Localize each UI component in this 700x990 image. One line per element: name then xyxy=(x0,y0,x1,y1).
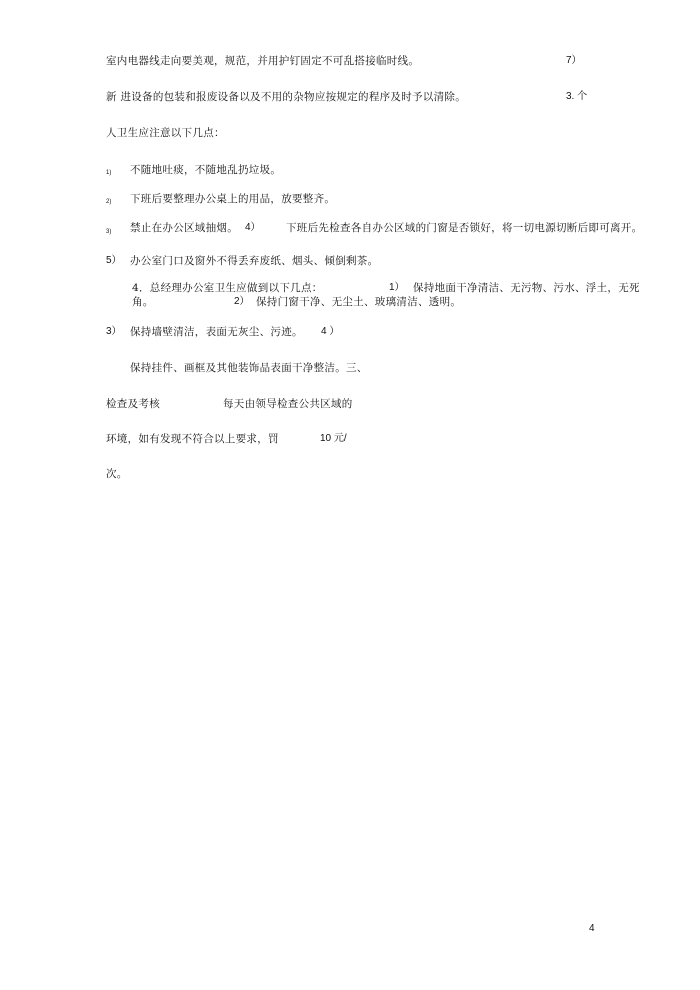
paragraph-line: 新 进设备的包装和报废设备以及不用的杂物应按规定的程序及时予以清除。 xyxy=(106,91,467,103)
paragraph-line: 环境，如有发现不符合以上要求，罚 xyxy=(106,433,279,445)
list-number: 3) xyxy=(106,229,112,235)
page-number: 4 xyxy=(589,923,595,934)
list-number: 1) xyxy=(106,170,112,176)
list-number: 1） xyxy=(389,282,405,293)
list-item: 保持门窗干净、无尘土、玻璃清洁、透明。 xyxy=(256,296,462,308)
list-number: 7） xyxy=(566,55,582,66)
list-item: 不随地吐痰，不随地乱扔垃圾。 xyxy=(130,164,282,176)
list-number: 4 ） xyxy=(321,326,340,337)
list-number: 4） xyxy=(245,222,261,233)
list-item: 保持地面干净清洁、无污物、污水、浮土，无死 xyxy=(413,282,640,294)
section-heading: 4．总经理办公室卫生应做到以下几点： xyxy=(132,282,323,294)
fine-amount: 10 元/ xyxy=(320,433,347,444)
list-number: 2) xyxy=(106,199,112,205)
paragraph-line: 人卫生应注意以下几点： xyxy=(106,127,225,139)
paragraph-line: 室内电器线走向要美观，规范，并用护钉固定不可乱搭接临时线。 xyxy=(106,55,420,67)
list-item: 保持墙壁清洁，表面无灰尘、污迹。 xyxy=(130,326,303,338)
list-number: 5） xyxy=(106,255,122,266)
list-item: 禁止在办公区域抽烟。 xyxy=(130,222,238,234)
paragraph-line: 次。 xyxy=(106,468,128,480)
list-item: 下班后要整理办公桌上的用品，放要整齐。 xyxy=(130,193,336,205)
list-item: 保持挂件、画框及其他装饰品表面干净整洁。三、 xyxy=(130,362,368,374)
list-number: 2） xyxy=(234,296,250,307)
list-item: 下班后先检查各自办公区域的门窗是否锁好，将一切电源切断后即可离开。 xyxy=(286,222,643,234)
section-number: 3. 个 xyxy=(566,91,588,102)
list-number: 3） xyxy=(106,326,122,337)
list-item: 办公室门口及窗外不得丢弃废纸、烟头、倾倒剩茶。 xyxy=(130,255,379,267)
list-item-continuation: 角。 xyxy=(132,296,154,308)
paragraph-line: 每天由领导检查公共区域的 xyxy=(223,398,353,410)
section-heading: 检查及考核 xyxy=(106,398,160,410)
